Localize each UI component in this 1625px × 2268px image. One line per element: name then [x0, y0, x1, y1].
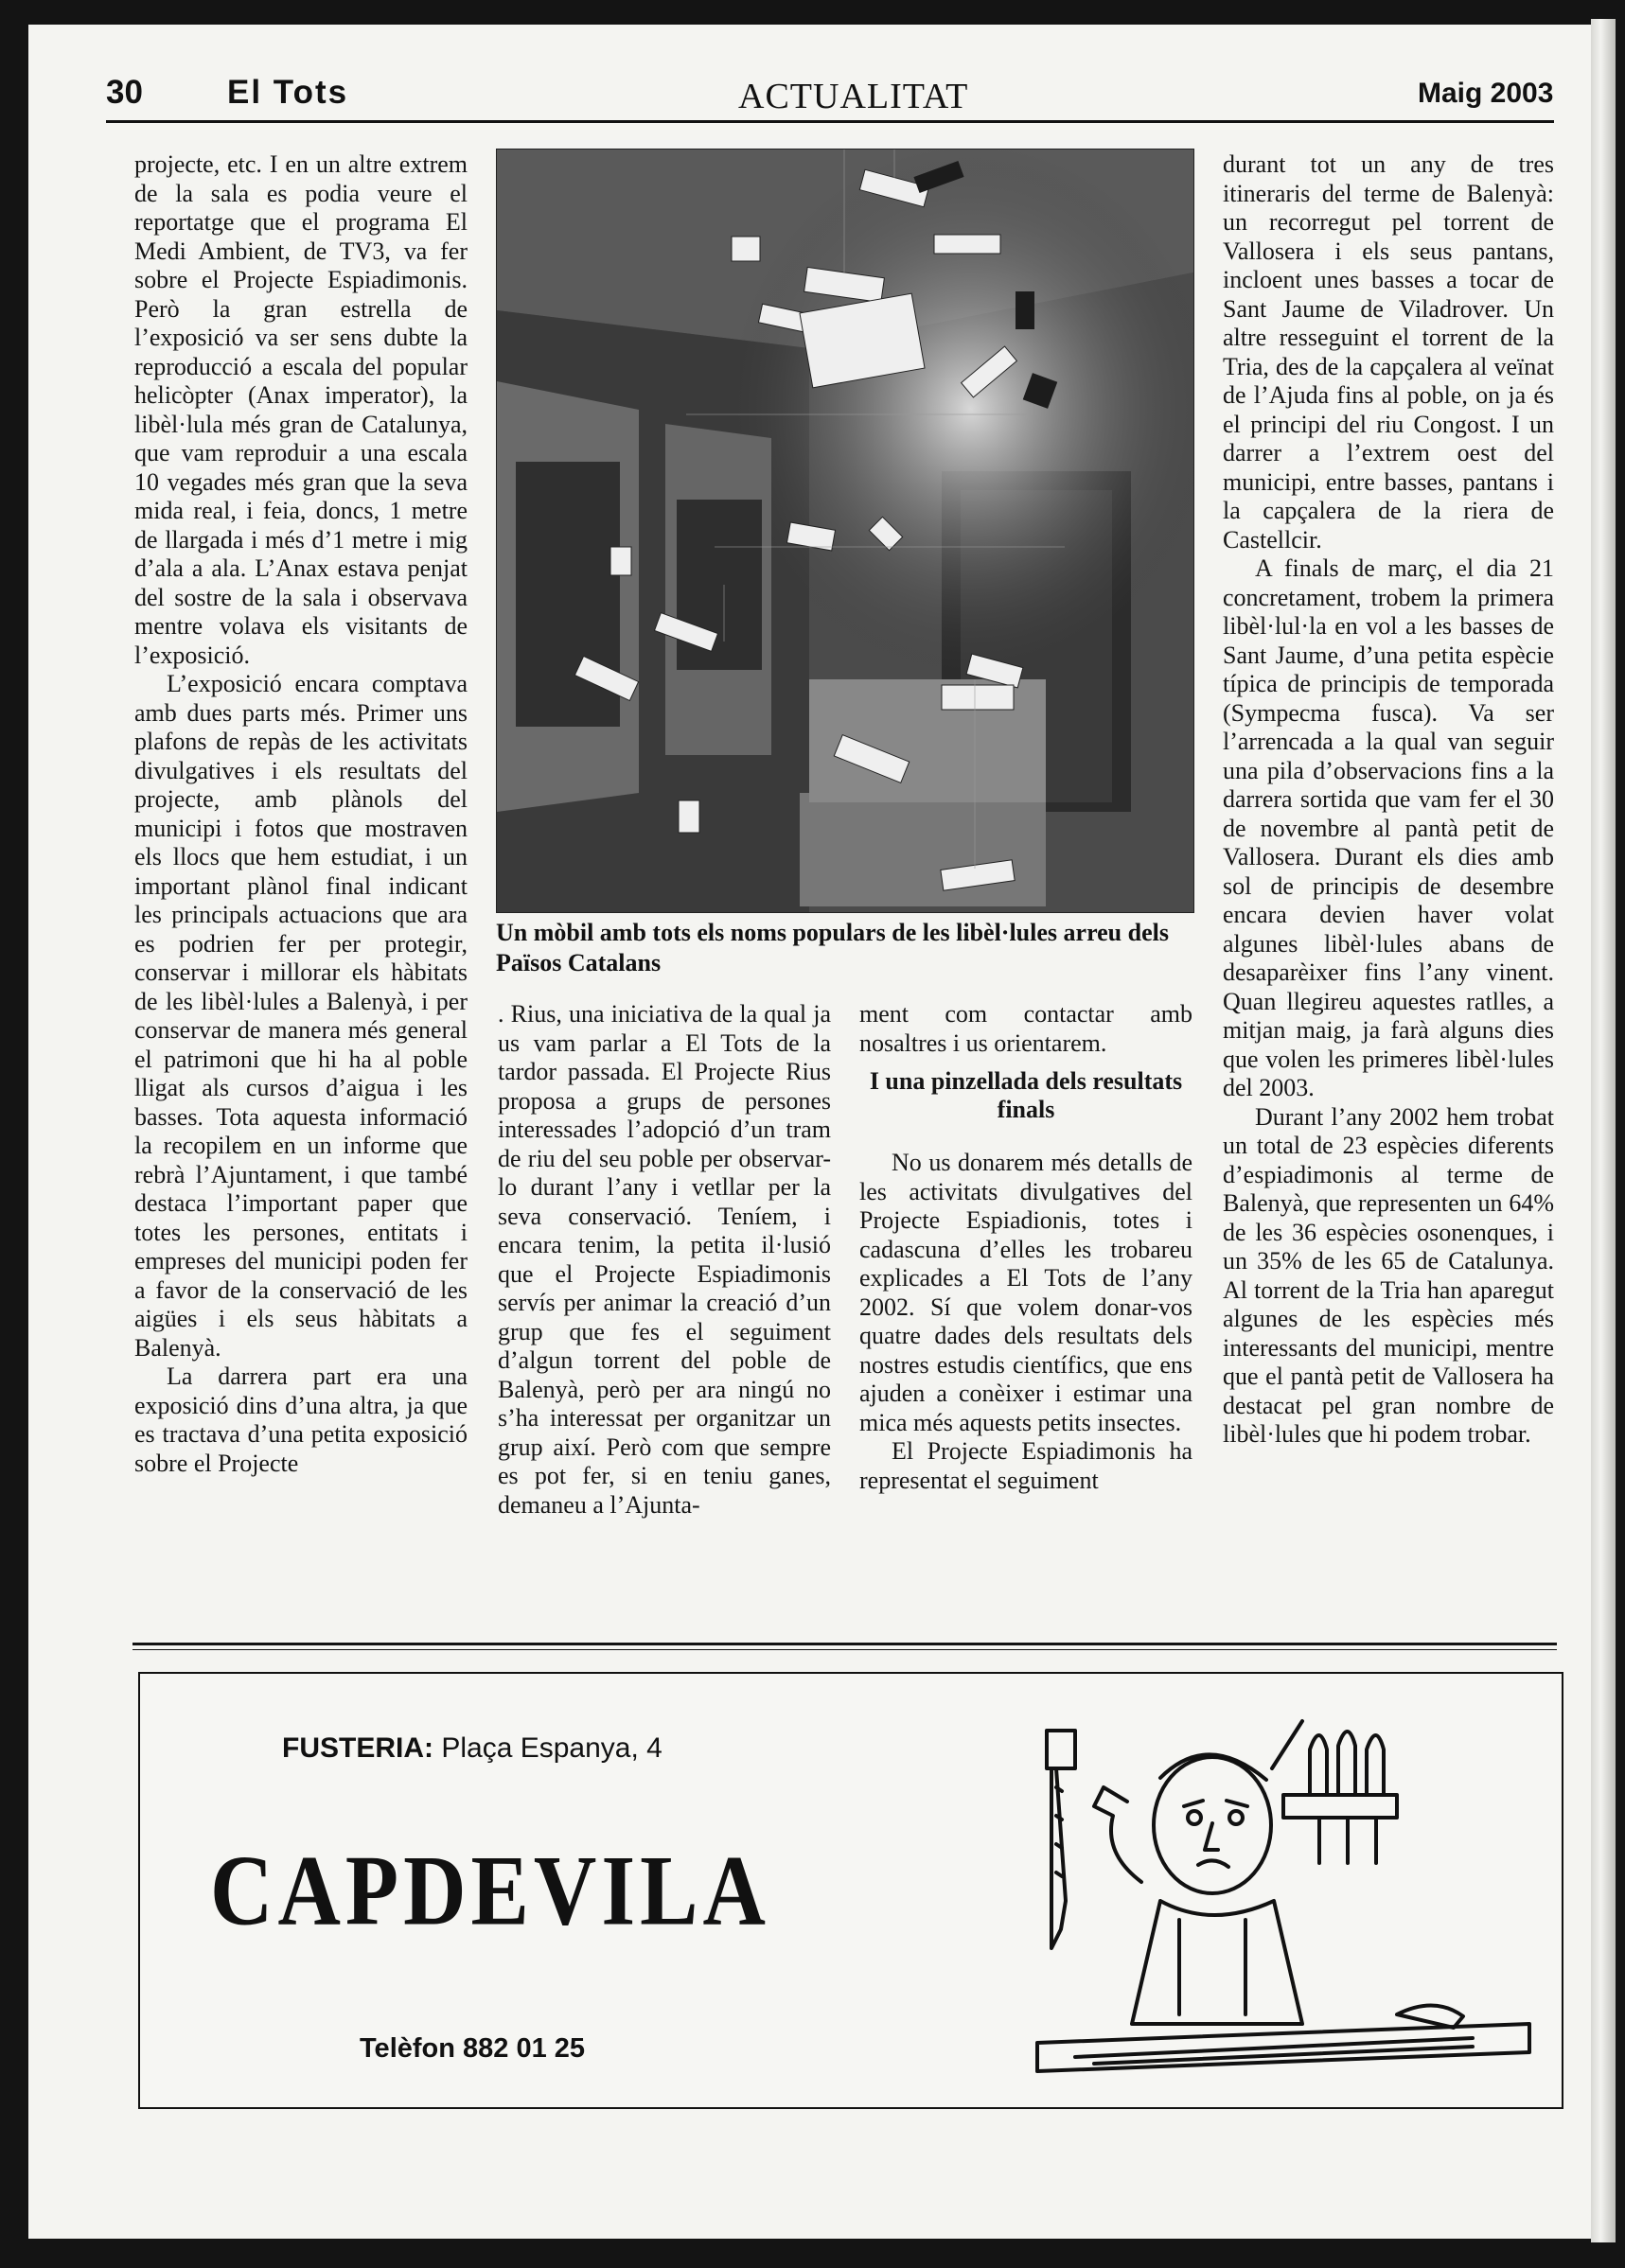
- column1-paragraph-3: La darrera part era una exposició dins d’una altra, ja que es tractava d’una petita exposició sobre el Projecte: [134, 1363, 468, 1477]
- photo-caption: Un mòbil amb tots els noms populars de les libèl·lules arreu dels Països Catalans: [496, 919, 1169, 976]
- ad-separator-rule: [132, 1643, 1557, 1645]
- mobile-photo-image: [497, 149, 1193, 912]
- header-rule: [106, 120, 1554, 123]
- article-column-3: [859, 1000, 1192, 1495]
- article-column-2: [498, 1000, 831, 1520]
- carpenter-illustration: [1018, 1712, 1548, 2100]
- ad-address-line: [282, 1732, 662, 1765]
- ad-address: Plaça Espanya, 4: [441, 1732, 662, 1764]
- carpentry-advertisement: [138, 1672, 1563, 2109]
- column3-paragraph-3: El Projecte Espiadimonis ha representat el seguiment: [859, 1437, 1192, 1494]
- article-column-1: [134, 150, 468, 1478]
- publication-name: El Tots: [227, 74, 349, 111]
- page-number: 30: [106, 74, 143, 111]
- page-spine-edge: [1591, 19, 1616, 2242]
- issue-date: Maig 2003: [1418, 78, 1554, 109]
- mobile-photo: [496, 149, 1194, 913]
- column4-paragraph-3: Durant l’any 2002 hem trobat un total de 23 espècies diferents d’espiadimonis al terme de Balenyà, que representen un 64% de les 36 espècies osonenques, i un 35% de les 65 de Catalunya. Al torrent de la Tria han aparegut algunes de les espècies més interessants del municipi, mentre que el pantà petit de Vallosera ha destacat pel gran nombre de libèl·lules que hi podem trobar.: [1223, 1102, 1554, 1448]
- column4-paragraph-1: durant tot un any de tres itineraris del terme de Balenyà: un recorregut pel torrent de Vallosera i els seus pantans, incloent unes basses a tocar de Sant Jaume de Viladrover. Un altre resseguint el torrent de la Tria, des de la capçalera al veïnat de l’Ajuda fins al poble, on ja és el principi del riu Congost. I un darrer a l’extrem oest del municipi, entre basses, pantans i la capçalera de la riera de Castellcir.: [1223, 150, 1554, 554]
- ad-phone: Telèfon 882 01 25: [360, 2033, 586, 2064]
- column4-paragraph-2: A finals de març, el dia 21 concretament, trobem la primera libèl·lul·la en vol a les basses de Sant Jaume, d’una petita espècie típica de principis de temporada (Sympecma fusca). Va ser l’arrencada a la qual van seguir una pila d’observacions fins a la darrera sortida que vam fer el 30 de novembre al pantà petit de Vallosera. Durant els dies amb sol de principis de desembre encara devien haver volat algunes libèl·lules abans de desaparèixer fins l’any vinent. Quan llegireu aquestes ratlles, a mitjan maig, ja farà alguns dies que volen les primeres libèl·lules del 2003.: [1223, 554, 1554, 1101]
- ad-separator-rule-thin: [132, 1649, 1557, 1650]
- ad-fusteria-label: FUSTERIA:: [282, 1732, 433, 1764]
- column2-paragraph-1: . Rius, una iniciativa de la qual ja us vam parlar a El Tots de la tardor passada. El Projecte Rius proposa a grups de persones interessades l’adopció d’un tram de riu del seu poble per observar-lo durant l’any i vetllar per la seva conservació. Teníem, i encara tenim, la petita il·lusió que el Projecte Espiadimonis servís per animar la creació d’un grup que fes el seguiment d’algun torrent del poble de Balenyà, però per ara ningú no s’ha interessat per organitzar un grup així. Però com que sempre es pot fer, si en teniu ganes, demaneu a l’Ajunta-: [498, 1000, 831, 1519]
- column3-paragraph-2: No us donarem més detalls de les activitats divulgatives del Projecte Espiadionis, totes i cadascuna d’elles les trobareu explicades a El Tots de l’any 2002. Sí que volem donar-vos quatre dades dels resultats dels nostres estudis científics, que ens ajuden a conèixer i estimar una mica més aquests petits insectes.: [859, 1149, 1192, 1436]
- section-title: ACTUALITAT: [738, 77, 969, 116]
- column1-paragraph-1: projecte, etc. I en un altre extrem de la sala es podia veure el reportatge que el programa El Medi Ambient, de TV3, va fer sobre el Projecte Espiadimonis. Però la gran estrella de l’exposició va ser sens dubte la reproducció a escala del popular helicòpter (Anax imperator), la libèl·lula més gran de Catalunya, que vam reproduir a una escala 10 vegades més gran que la seva mida real, i feia, doncs, 1 metre de llargada i més d’1 metre i mig d’ala a ala. L’Anax estava penjat del sostre de la sala i observava mentre volava els visitants de l’exposició.: [134, 150, 468, 669]
- ad-business-name: CAPDEVILA: [210, 1835, 770, 1946]
- column1-paragraph-2: L’exposició encara comptava amb dues parts més. Primer uns plafons de repàs de les activitats divulgatives i els resultats del projecte, amb plànols del municipi i fotos que mostraven els llocs que hem estudiat, i un important plànol final indicant les principals actuacions que ara es podrien fer per protegir, conservar i millorar els hàbitats de les libèl·lules a Balenyà, i per conservar de manera més general el patrimoni que hi ha al poble lligat als cursos d’aigua i les basses. Tota aquesta informació la recopilem en un informe que rebrà l’Ajuntament, i que també destaca l’important paper que totes les persones, entitats i empreses del municipi poden fer a favor de la conservació de les aigües i els seus hàbitats a Balenyà.: [134, 670, 468, 1362]
- article-column-4: [1223, 150, 1554, 1450]
- column3-paragraph-1: ment com contactar amb nosaltres i us orientarem.: [859, 1000, 1192, 1057]
- section-heading: I una pinzellada dels resultats finals: [869, 1067, 1183, 1123]
